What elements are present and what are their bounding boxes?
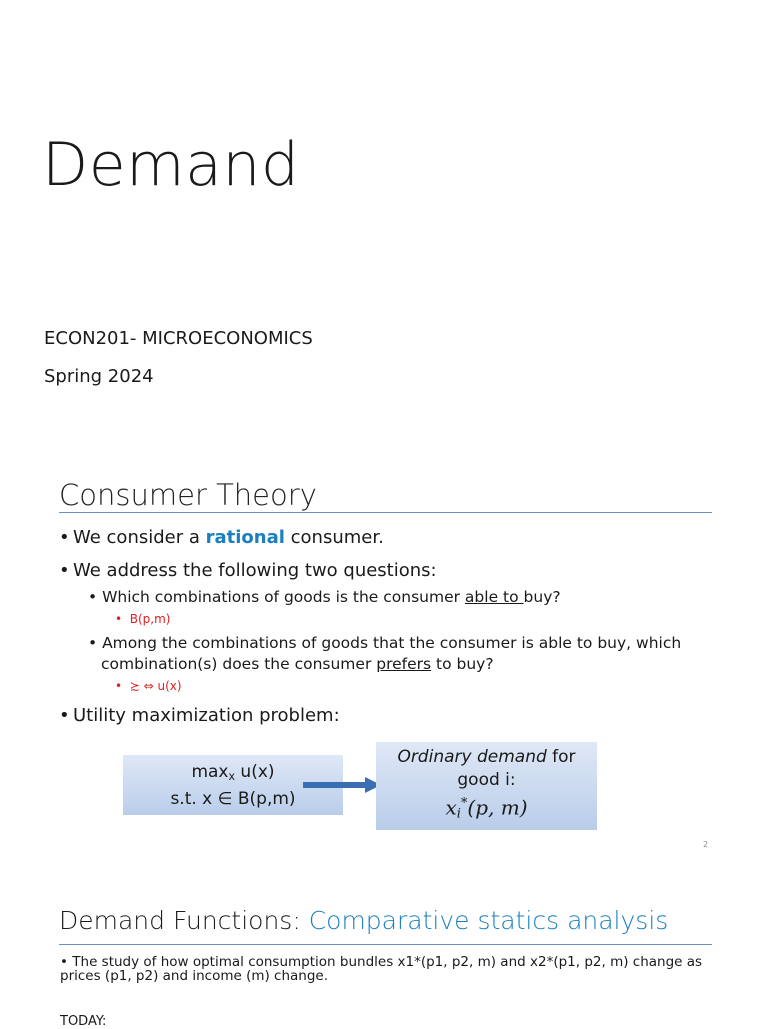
ordinary-demand-box: Ordinary demand for good i: $x_i^*(p$, m)	[376, 742, 597, 830]
answer-budget-set: • B(p,m)	[115, 612, 171, 626]
slide-title-demand: Demand	[42, 130, 300, 200]
bullet-two-questions: • We address the following two questions:	[59, 560, 437, 581]
rational-highlight: rational	[205, 527, 285, 548]
bullet-rational-consumer: • We consider a rational consumer.	[59, 527, 384, 548]
question-able-to-buy: • Which combinations of goods is the consumer able to buy?	[88, 588, 561, 606]
arrow-right-icon	[303, 775, 383, 795]
today-label: TODAY:	[60, 1014, 107, 1029]
bullet-utility-maximization: • Utility maximization problem:	[59, 705, 340, 726]
answer-preference-utility: • ≿ ⇔ u(x)	[115, 679, 182, 693]
comparative-statics-text: • The study of how optimal consumption bundles x1*(p1, p2, m) and x2*(p1, p2, m) change as prices (p1, p2) and income (m) change.	[60, 954, 703, 984]
consumer-theory-title: Consumer Theory	[59, 478, 317, 512]
page-number: 2	[703, 840, 709, 849]
title-divider	[59, 512, 712, 513]
utility-max-box: $\max_x u(x)$ s.t. x ∈ B(p,m)	[123, 755, 343, 815]
demand-formula: $x_i^*(p$, m)	[445, 795, 528, 822]
title-divider-2	[59, 944, 712, 945]
course-name: ECON201- MICROECONOMICS	[44, 328, 313, 349]
course-term: Spring 2024	[44, 366, 154, 387]
demand-functions-title: Demand Functions: Comparative statics analysis	[59, 906, 669, 935]
question-prefers: • Among the combinations of goods that the consumer is able to buy, which combination(s) does the consumer prefers to buy?	[88, 634, 682, 673]
